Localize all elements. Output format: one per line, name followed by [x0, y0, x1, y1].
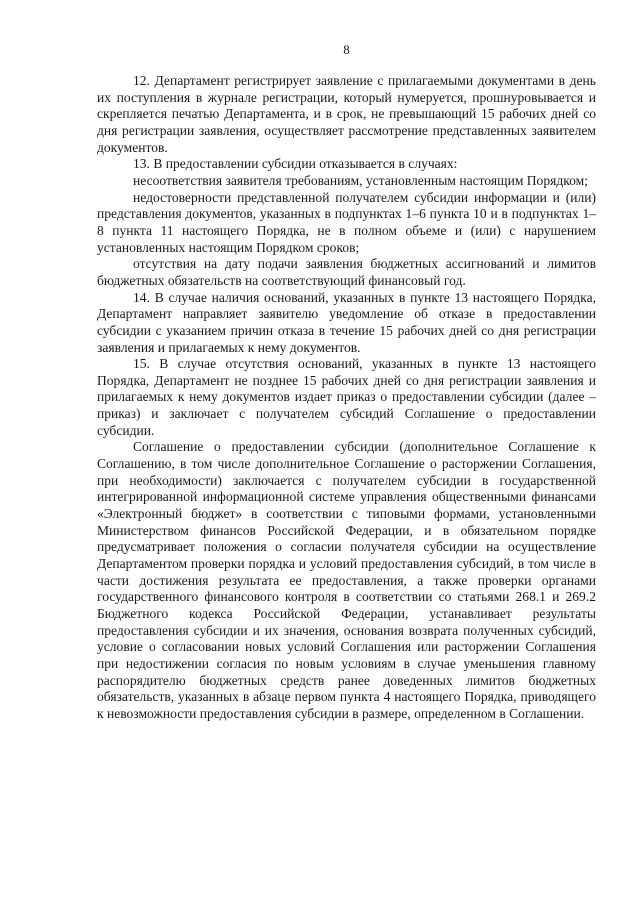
paragraph-agreement: Соглашение о предоставлении субсидии (дополнительное Соглашение к Соглашению, в том числе дополнительное Соглашение о расторжении Соглашения, при необходимости) заключается с получателем субсидии в государственной интегрированной информационной системе управления общественными финансами «Электронный бюджет» в соответствии с типовыми формами, установленными Министерством финансов Российской Федерации, и в обязательном порядке предусматривает положения о согласии получателя субсидии на осуществление Департаментом проверки порядка и условий предоставления субсидий, в том числе в части достижения результата ее предоставления, а также проверки органами государственного финансового контроля в соответствии со статьями 268.1 и 269.2 Бюджетного кодекса Российской Федерации, устанавливает результаты предоставления субсидии и их значения, основания возврата полученных субсидий, условие о согласовании новых условий Соглашения или расторжении Соглашения при недостижении согласия по новым условиям в случае уменьшения главному распорядителю бюджетных средств ранее доведенных лимитов бюджетных обязательств, указанных в абзаце первом пункта 4 настоящего Порядка, приводящего к невозможности предоставления субсидии в размере, определенном в Соглашении.: [97, 439, 596, 721]
paragraph-13-case-2: недостоверности представленной получателем субсидии информации и (или) представления документов, указанных в подпунктах 1–6 пункта 10 и в подпунктах 1–8 пункта 11 настоящего Порядка, не в полном объеме и (или) с нарушением установленных настоящим Порядком сроков;: [97, 189, 596, 255]
paragraph-12: 12. Департамент регистрирует заявление с прилагаемыми документами в день их поступления в журнале регистрации, который нумеруется, прошнуровывается и скрепляется печатью Департамента, и в срок, не превышающий 15 рабочих дней со дня регистрации заявления, осуществляет рассмотрение представленных заявителем документов.: [97, 73, 596, 155]
document-body: [97, 73, 596, 723]
paragraph-13-case-3: отсутствия на дату подачи заявления бюджетных ассигнований и лимитов бюджетных обязательств на соответствующий финансовый год.: [97, 256, 596, 288]
page-number: 8: [343, 42, 350, 57]
paragraph-14: 14. В случае наличия оснований, указанных в пункте 13 настоящего Порядка, Департамент направляет заявителю уведомление об отказе в предоставлении субсидии с указанием причин отказа в течение 15 рабочих дней со дня регистрации заявления и прилагаемых к нему документов.: [97, 289, 596, 355]
paragraph-15: 15. В случае отсутствия оснований, указанных в пункте 13 настоящего Порядка, Департамент не позднее 15 рабочих дней со дня регистрации заявления и прилагаемых к нему документов издает приказ о предоставлении субсидии (далее – приказ) и заключает с получателем субсидий Соглашение о предоставлении субсидии.: [97, 356, 596, 438]
paragraph-13: 13. В предоставлении субсидии отказывается в случаях:: [133, 156, 458, 172]
paragraph-13-case-1: несоответствия заявителя требованиям, установленным настоящим Порядком;: [133, 172, 588, 188]
